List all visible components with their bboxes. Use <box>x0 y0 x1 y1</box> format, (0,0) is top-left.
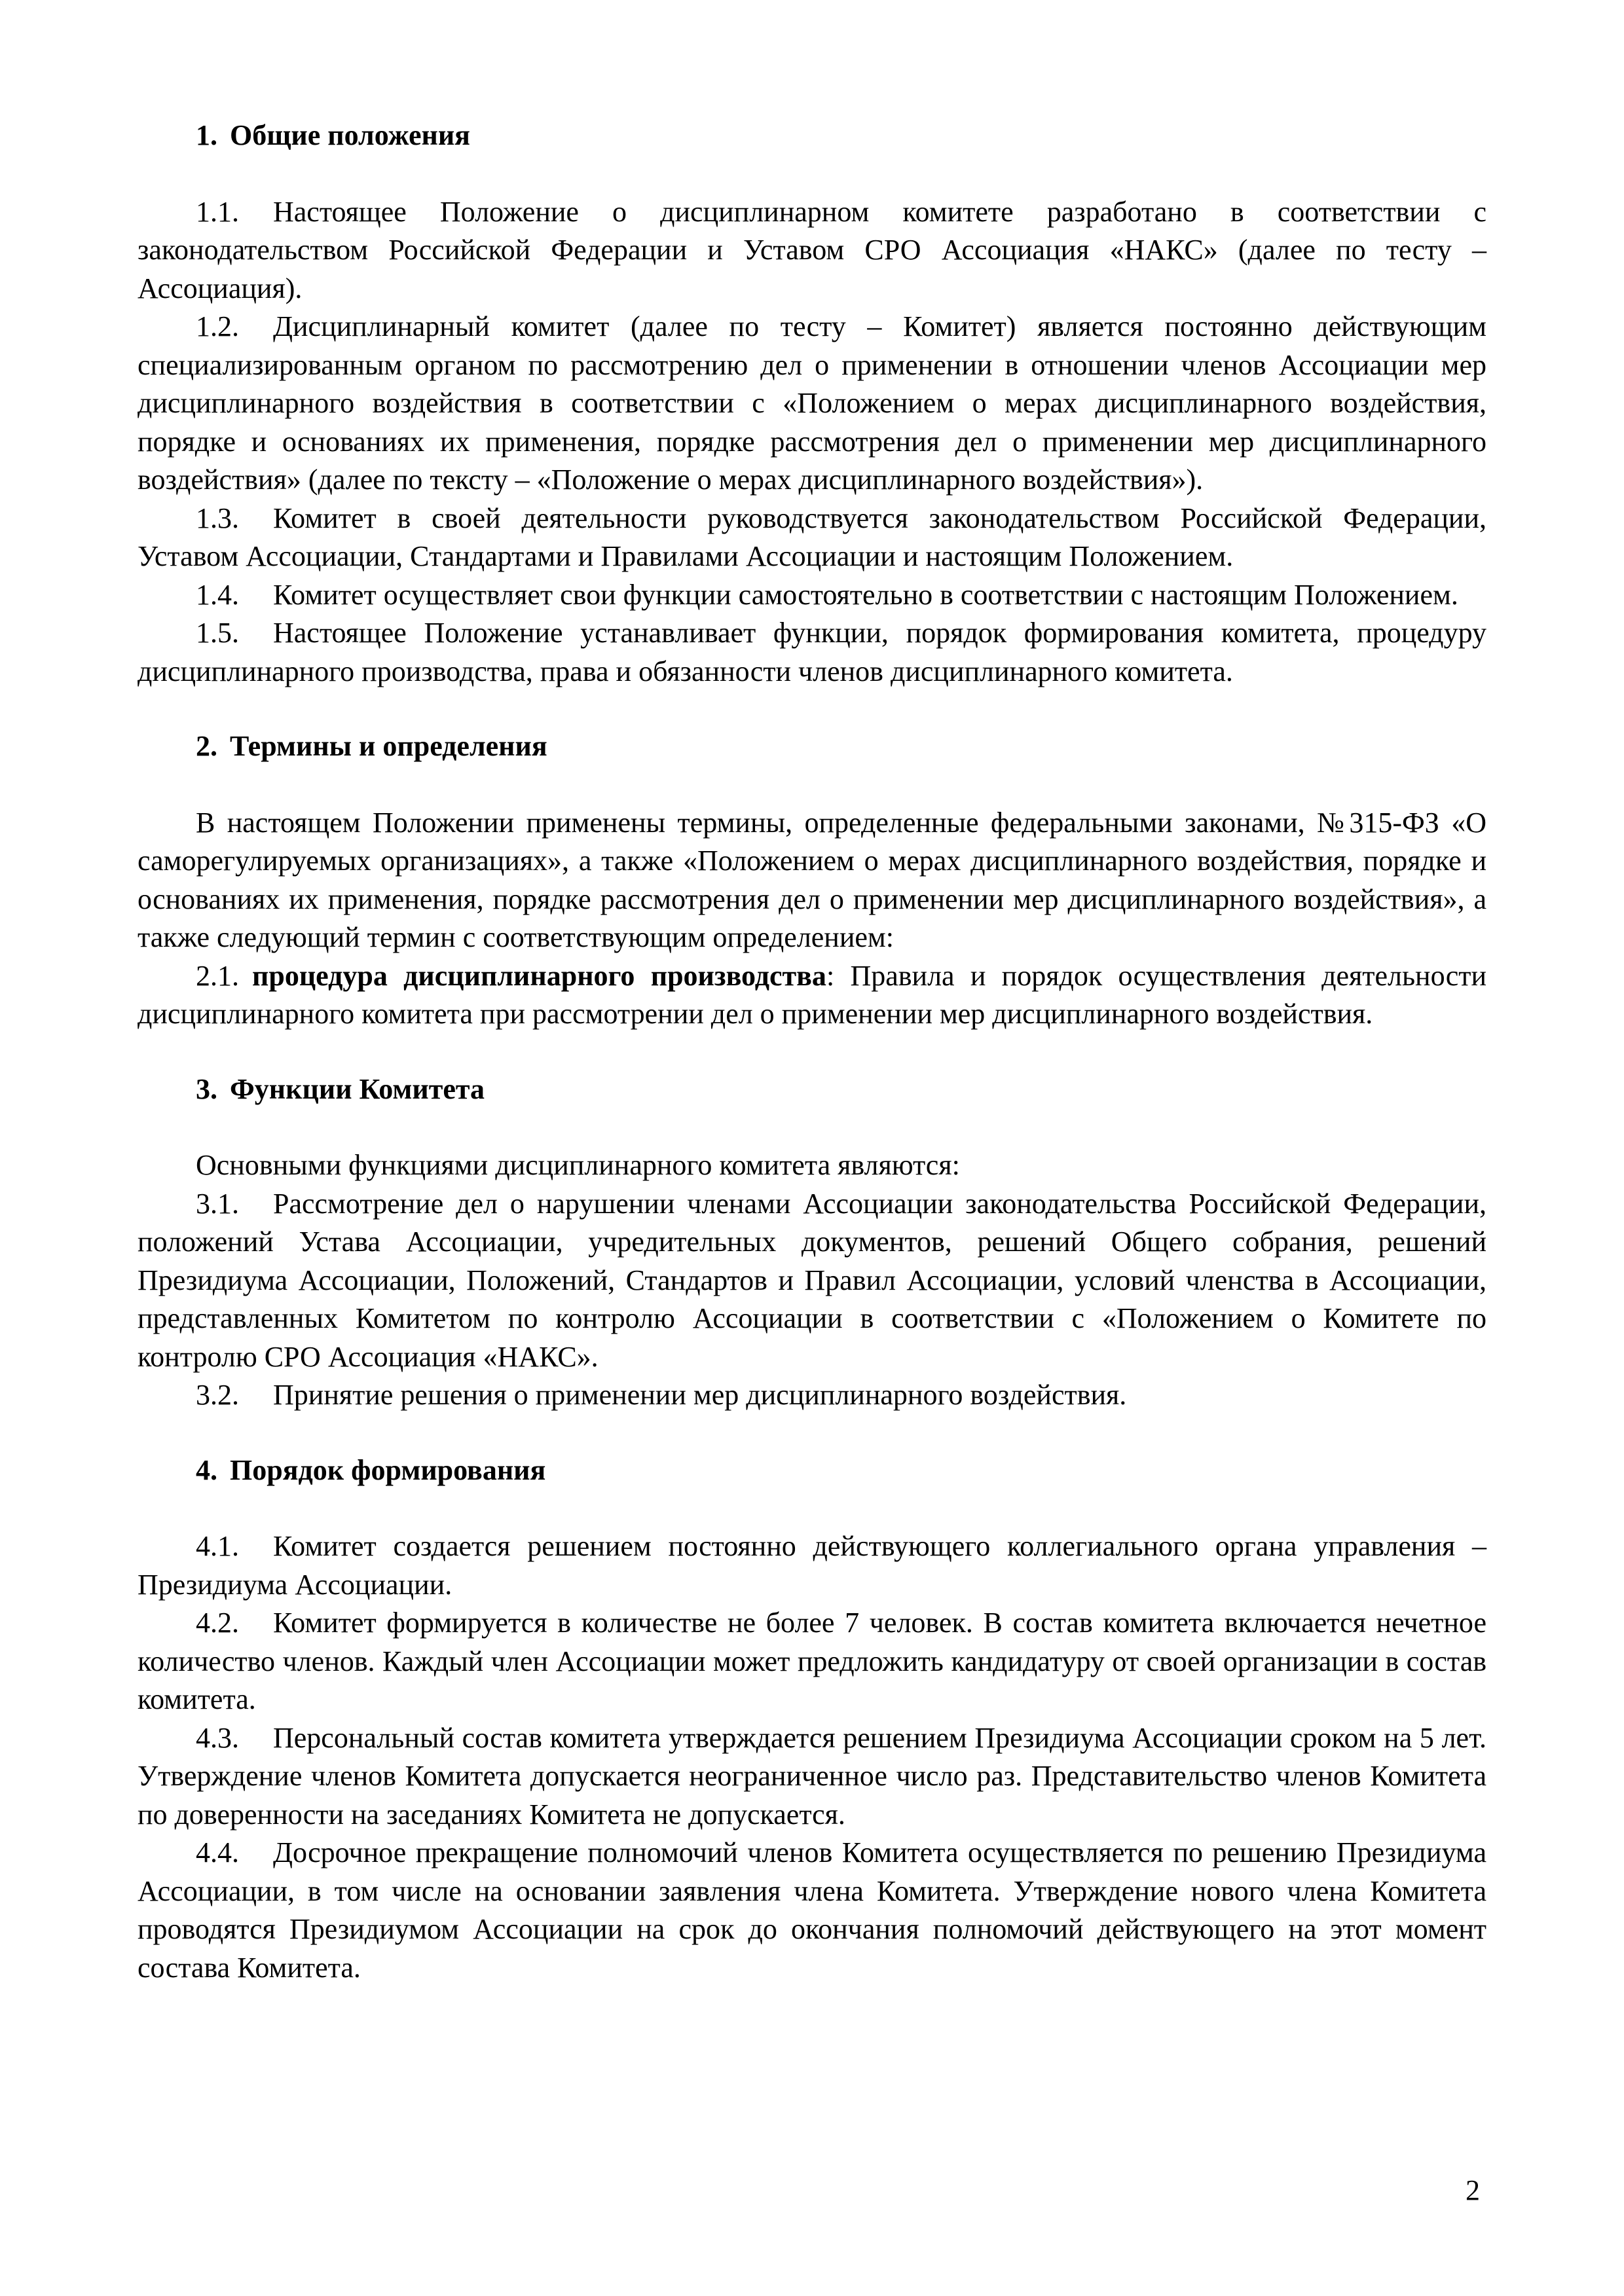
paragraph-number: 4.2. <box>196 1607 239 1639</box>
paragraph-number: 1.1. <box>196 195 239 228</box>
paragraph-text: Принятие решения о применении мер дисциплинарного воздействия. <box>273 1379 1127 1411</box>
section-number: 4. <box>196 1453 217 1486</box>
paragraph-text: Комитет создается решением постоянно действующего коллегиального органа управления – Президиума Ассоциации. <box>138 1530 1486 1601</box>
section-title: Общие положения <box>230 119 470 151</box>
paragraph-4-3 <box>138 1719 1486 1834</box>
document-page <box>138 117 1486 1987</box>
paragraph-1-1 <box>138 193 1486 308</box>
terms-intro-paragraph: В настоящем Положении применены термины, определенные федеральными законами, №315-ФЗ «О саморегулируемых организациях», а также «Положением о мерах дисциплинарного воздействия, порядке и основаниях их применения, порядке рассмотрения дел о применении мер дисциплинарного воздействия», а также следующий термин с соответствующим определением: <box>138 806 1486 953</box>
paragraph-4-4 <box>138 1834 1486 1987</box>
paragraph-text: Персональный состав комитета утверждается решением Президиума Ассоциации сроком на 5 лет. Утверждение членов Комитета допускается неограниченное число раз. Представительство членов Комитета по доверенности на заседаниях Комитета не допускается. <box>138 1721 1486 1831</box>
paragraph-number: 4.3. <box>196 1721 239 1754</box>
paragraph-number: 1.5. <box>196 617 239 649</box>
paragraph-number: 2.1. <box>196 959 239 992</box>
paragraph-1-3 <box>138 500 1486 576</box>
section-title: Функции Комитета <box>230 1072 485 1105</box>
paragraph-text: Досрочное прекращение полномочий членов Комитета осуществляется по решению Президиума Ассоциации, в том числе на основании заявления члена Комитета. Утверждение нового члена Комитета проводятся Президиумом Ассоциации на срок до окончания полномочий действующего на этот момент состава Комитета. <box>138 1836 1486 1984</box>
paragraph-1-4 <box>138 576 1486 615</box>
section-title: Порядок формирования <box>230 1453 546 1486</box>
paragraph-number: 4.1. <box>196 1530 239 1562</box>
paragraph-text: Комитет осуществляет свои функции самостоятельно в соответствии с настоящим Положением. <box>273 578 1458 611</box>
paragraph-text: Дисциплинарный комитет (далее по тесту – Комитет) является постоянно действующим специализированным органом по рассмотрению дел о применении в отношении членов Ассоциации мер дисциплинарного воздействия в соответствии с «Положением о мерах дисциплинарного воздействия, порядке и основаниях их применения, порядке рассмотрения дел о применении мер дисциплинарного воздействия» (далее по тексту – «Положение о мерах дисциплинарного воздействия»). <box>138 310 1486 496</box>
paragraph-2-1 <box>138 957 1486 1034</box>
paragraph-text: Рассмотрение дел о нарушении членами Ассоциации законодательства Российской Федерации, положений Устава Ассоциации, учредительных документов, решений Общего собрания, решений Президиума Ассоциации, Положений, Стандартов и Правил Ассоциации, условий членства в Ассоциации, представленных Комитетом по контролю Ассоциации в соответствии с «Положением о Комитете по контролю СРО Ассоциация «НАКС». <box>138 1187 1486 1373</box>
section-heading-general-provisions <box>138 117 1486 155</box>
paragraph-number: 1.2. <box>196 310 239 342</box>
section-number: 3. <box>196 1072 217 1105</box>
paragraph-3-1 <box>138 1185 1486 1377</box>
paragraph-3-2 <box>138 1376 1486 1415</box>
paragraph-1-5 <box>138 614 1486 691</box>
paragraph-number: 1.3. <box>196 501 239 534</box>
paragraph-text: Комитет в своей деятельности руководствуется законодательством Российской Федерации, Уставом Ассоциации, Стандартами и Правилами Ассоциации и настоящим Положением. <box>138 501 1486 572</box>
paragraph-number: 4.4. <box>196 1836 239 1868</box>
section-heading-formation-procedure <box>138 1451 1486 1490</box>
paragraph-number: 3.1. <box>196 1187 239 1220</box>
section-heading-committee-functions <box>138 1070 1486 1109</box>
section-heading-terms-and-definitions <box>138 727 1486 766</box>
paragraph-number: 3.2. <box>196 1379 239 1411</box>
paragraph-4-2 <box>138 1604 1486 1719</box>
paragraph-text: Настоящее Положение устанавливает функции, порядок формирования комитета, процедуру дисциплинарного производства, права и обязанности членов дисциплинарного комитета. <box>138 617 1486 687</box>
paragraph-text: Настоящее Положение о дисциплинарном комитете разработано в соответствии с законодательством Российской Федерации и Уставом СРО Ассоциация «НАКС» (далее по тесту – Ассоциация). <box>138 195 1486 304</box>
paragraph-4-1 <box>138 1527 1486 1604</box>
section-number: 2. <box>196 730 217 762</box>
section-title: Термины и определения <box>230 730 547 762</box>
section-number: 1. <box>196 119 217 151</box>
paragraph-number: 1.4. <box>196 578 239 611</box>
paragraph-text: Комитет формируется в количестве не более 7 человек. В состав комитета включается нечетное количество членов. Каждый член Ассоциации может предложить кандидатуру от своей организации в состав комитета. <box>138 1607 1486 1715</box>
functions-intro-paragraph: Основными функциями дисциплинарного комитета являются: <box>196 1149 960 1181</box>
defined-term: процедура дисциплинарного производства <box>252 959 826 992</box>
term-definition: : Правила и порядок осуществления деятельности дисциплинарного комитета при рассмотрении дел о применении мер дисциплинарного воздействия. <box>138 959 1487 1030</box>
paragraph-1-2 <box>138 308 1486 500</box>
page-number: 2 <box>1466 2174 1480 2206</box>
